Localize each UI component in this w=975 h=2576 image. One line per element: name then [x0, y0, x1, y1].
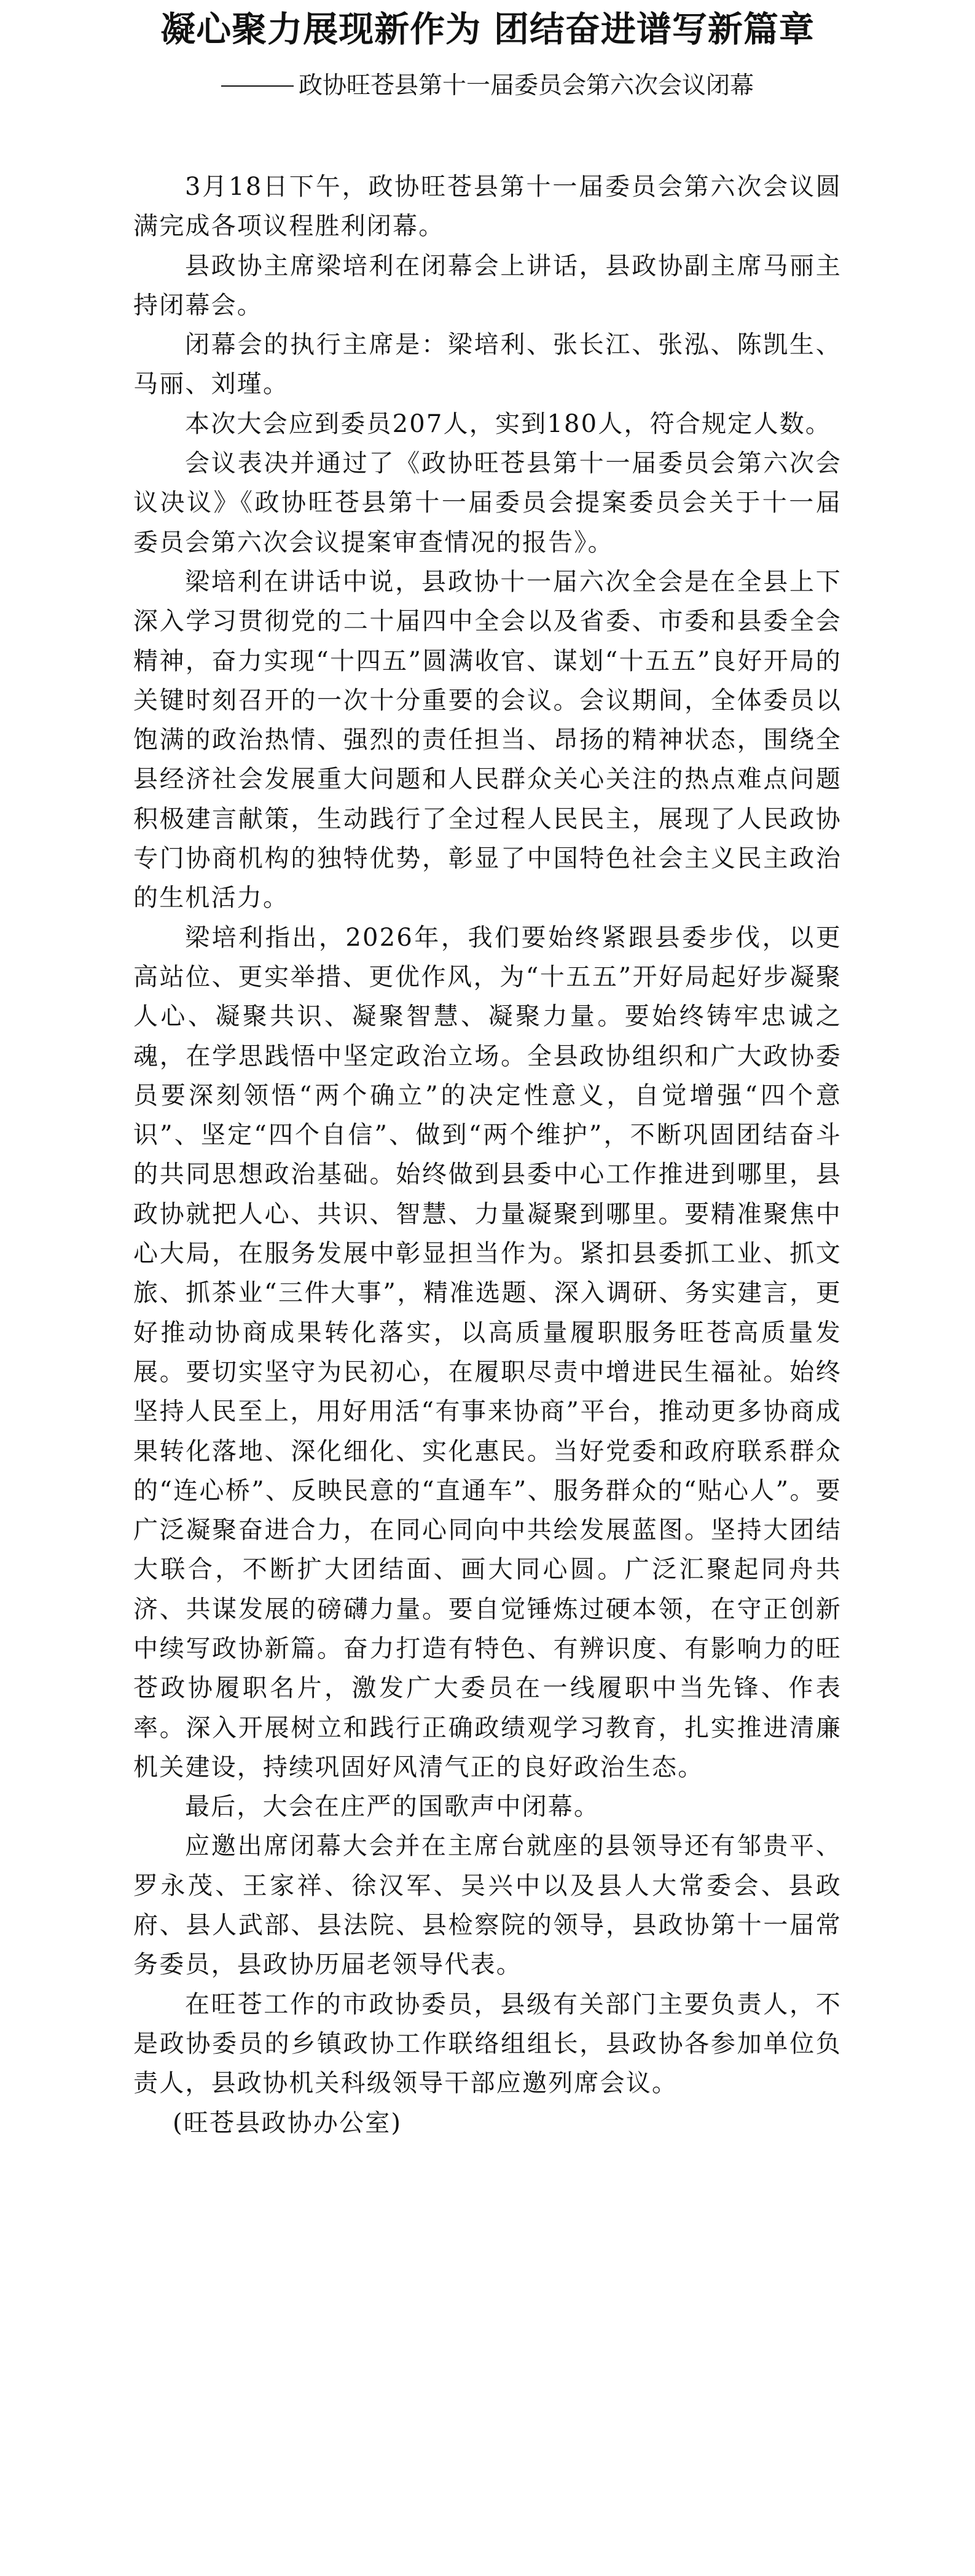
- paragraph-closing-date: 3月18日下午，政协旺苍县第十一届委员会第六次会议圆满完成各项议程胜利闭幕。: [133, 173, 842, 241]
- paragraph-resolutions: 会议表决并通过了《政协旺苍县第十一届委员会第六次会议决议》《政协旺苍县第十一届委员会提案委员会关于十一届委员会第六次会议提案审查情况的报告》。: [133, 449, 842, 557]
- paragraph-attending-leaders: 应邀出席闭幕大会并在主席台就座的县领导还有邹贵平、罗永茂、王家祥、徐汉军、吴兴中以及县人大常委会、县政府、县人武部、县法院、县检察院的领导，县政协第十一届常务委员，县政协历届老领导代表。: [133, 1832, 842, 1979]
- subtitle-text: 政协旺苍县第十一届委员会第六次会议闭幕: [298, 72, 754, 100]
- article-body: [133, 167, 842, 2143]
- paragraph-anthem-closing: 最后，大会在庄严的国歌声中闭幕。: [185, 1793, 600, 1821]
- paragraph-speech-summary: 梁培利在讲话中说，县政协十一届六次全会是在全县上下深入学习贯彻党的二十届四中全会以及省委、市委和县委全会精神，奋力实现“十四五”圆满收官、谋划“十五五”良好开局的关键时刻召开的一次十分重要的会议。会议期间，全体委员以饱满的政治热情、强烈的责任担当、昂扬的精神状态，围绕全县经济社会发展重大问题和人民群众关心关注的热点难点问题积极建言献策，生动践行了全过程人民民主，展现了人民政协专门协商机构的独特优势，彰显了中国特色社会主义民主政治的生机活力。: [133, 567, 842, 913]
- paragraph-executive-chairs: 闭幕会的执行主席是：梁培利、张长江、张泓、陈凯生、马丽、刘瑾。: [133, 331, 842, 399]
- paragraph-attendance: 本次大会应到委员207人，实到180人，符合规定人数。: [185, 409, 832, 438]
- subtitle-dash: [221, 85, 294, 87]
- article-subtitle: [0, 69, 975, 103]
- article-source: (旺苍县政协办公室): [173, 2108, 402, 2137]
- paragraph-chair-speech: 县政协主席梁培利在闭幕会上讲话，县政协副主席马丽主持闭幕会。: [133, 251, 842, 320]
- article-title: 凝心聚力展现新作为 团结奋进谱写新篇章: [160, 9, 815, 50]
- paragraph-speech-requirements: 梁培利指出，2026年，我们要始终紧跟县委步伐，以更高站位、更实举措、更优作风，为“十五五”开好局起好步凝聚人心、凝聚共识、凝聚智慧、凝聚力量。要始终铸牢忠诚之魂，在学思践悟中坚定政治立场。全县政协组织和广大政协委员要深刻领悟“两个确立”的决定性意义，自觉增强“四个意识”、坚定“四个自信”、做到“两个维护”，不断巩固团结奋斗的共同思想政治基础。始终做到县委中心工作推进到哪里，县政协就把人心、共识、智慧、力量凝聚到哪里。要精准聚焦中心大局，在服务发展中彰显担当作为。紧扣县委抓工业、抓文旅、抓茶业“三件大事”，精准选题、深入调研、务实建言，更好推动协商成果转化落实，以高质量履职服务旺苍高质量发展。要切实坚守为民初心，在履职尽责中增进民生福祉。始终坚持人民至上，用好用活“有事来协商”平台，推动更多协商成果转化落地、深化细化、实化惠民。当好党委和政府联系群众的“连心桥”、反映民意的“直通车”、服务群众的“贴心人”。要广泛凝聚奋进合力，在同心同向中共绘发展蓝图。坚持大团结大联合，不断扩大团结面、画大同心圆。广泛汇聚起同舟共济、共谋发展的磅礴力量。要自觉锤炼过硬本领，在守正创新中续写政协新篇。奋力打造有特色、有辨识度、有影响力的旺苍政协履职名片，激发广大委员在一线履职中当先锋、作表率。深入开展树立和践行正确政绩观学习教育，扎实推进清廉机关建设，持续巩固好风清气正的良好政治生态。: [133, 923, 842, 1781]
- paragraph-observers: 在旺苍工作的市政协委员，县级有关部门主要负责人，不是政协委员的乡镇政协工作联络组组长，县政协各参加单位负责人，县政协机关科级领导干部应邀列席会议。: [133, 1990, 842, 2098]
